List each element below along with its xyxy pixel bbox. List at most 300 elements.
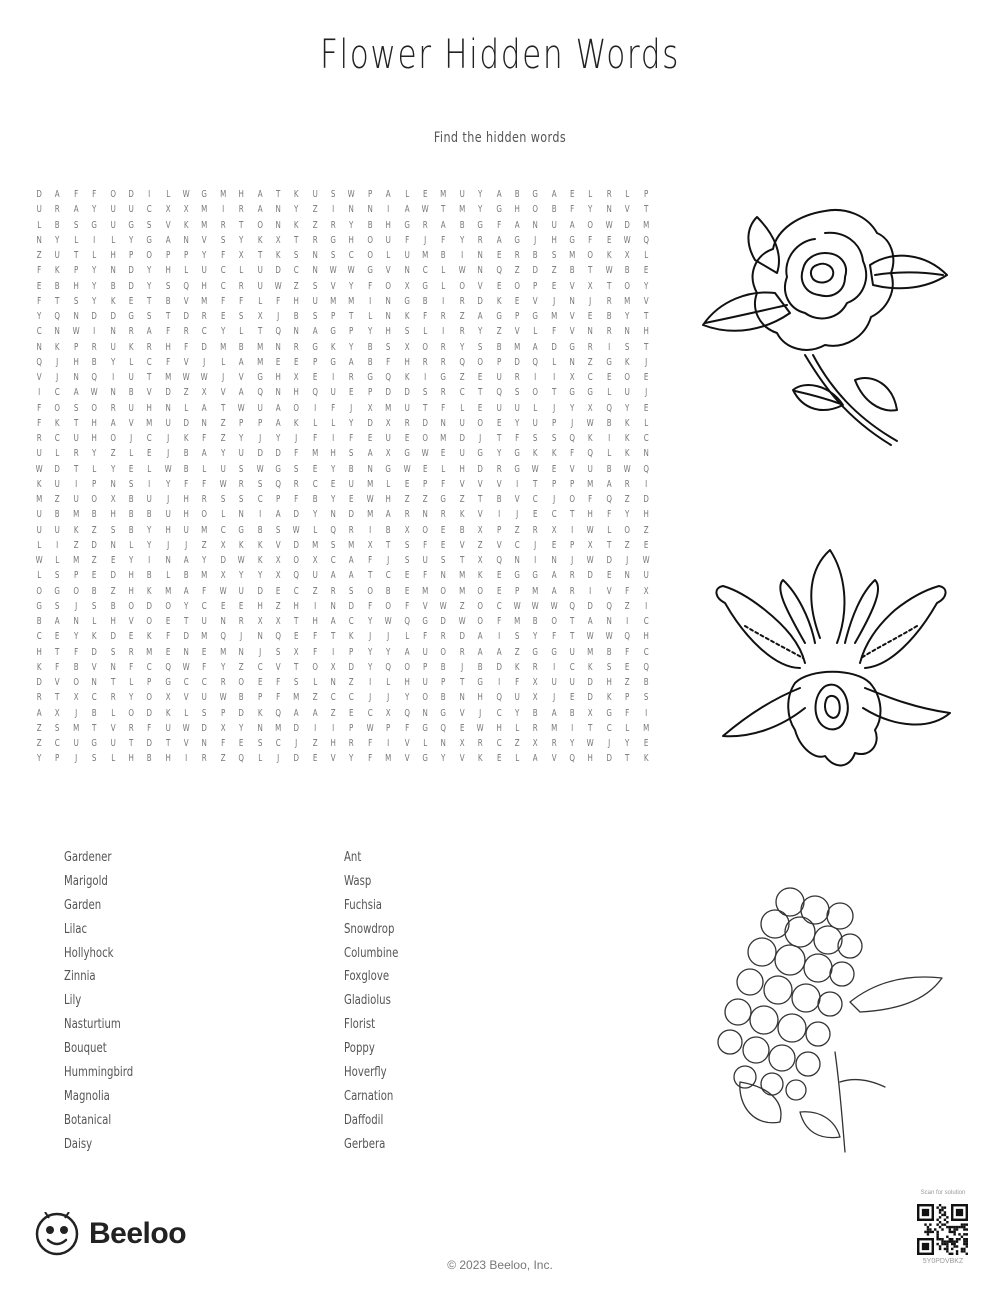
grid-letter[interactable]: H: [385, 219, 392, 231]
grid-letter[interactable]: S: [92, 600, 97, 612]
grid-letter[interactable]: M: [642, 219, 649, 231]
grid-letter[interactable]: Y: [478, 204, 483, 216]
grid-letter[interactable]: U: [569, 677, 575, 688]
grid-letter[interactable]: B: [238, 341, 244, 353]
grid-letter[interactable]: T: [496, 433, 501, 444]
grid-letter[interactable]: U: [312, 295, 318, 307]
grid-letter[interactable]: K: [404, 311, 410, 322]
grid-letter[interactable]: S: [386, 341, 391, 353]
grid-letter[interactable]: U: [404, 402, 410, 414]
grid-letter[interactable]: O: [587, 219, 594, 231]
grid-letter[interactable]: I: [148, 189, 151, 200]
grid-letter[interactable]: D: [238, 707, 245, 719]
grid-letter[interactable]: L: [404, 631, 409, 643]
grid-letter[interactable]: E: [165, 646, 171, 658]
grid-letter[interactable]: C: [146, 356, 152, 368]
grid-letter[interactable]: F: [441, 478, 446, 490]
grid-letter[interactable]: T: [643, 204, 648, 216]
grid-letter[interactable]: R: [459, 295, 465, 307]
grid-letter[interactable]: T: [478, 387, 483, 399]
grid-letter[interactable]: E: [441, 524, 446, 536]
grid-letter[interactable]: J: [166, 539, 169, 551]
grid-letter[interactable]: D: [293, 509, 300, 521]
grid-letter[interactable]: P: [551, 478, 557, 490]
qr-code-icon[interactable]: [917, 1204, 968, 1255]
grid-letter[interactable]: N: [110, 478, 116, 490]
grid-letter[interactable]: J: [387, 631, 390, 643]
grid-letter[interactable]: M: [348, 295, 355, 307]
grid-letter[interactable]: R: [36, 433, 42, 444]
grid-letter[interactable]: U: [496, 402, 502, 414]
grid-letter[interactable]: Y: [110, 356, 115, 368]
grid-letter[interactable]: E: [367, 433, 373, 444]
grid-letter[interactable]: E: [349, 707, 354, 719]
grid-letter[interactable]: D: [146, 707, 153, 719]
grid-letter[interactable]: Y: [92, 280, 97, 292]
grid-letter[interactable]: V: [496, 478, 502, 490]
grid-letter[interactable]: W: [587, 555, 595, 566]
grid-letter[interactable]: X: [386, 417, 391, 429]
grid-letter[interactable]: U: [257, 402, 263, 414]
grid-letter[interactable]: L: [110, 707, 115, 719]
grid-letter[interactable]: J: [295, 738, 298, 749]
grid-letter[interactable]: H: [146, 402, 153, 414]
grid-letter[interactable]: F: [220, 738, 226, 749]
grid-letter[interactable]: L: [37, 570, 42, 582]
grid-letter[interactable]: C: [275, 738, 281, 749]
grid-letter[interactable]: F: [294, 448, 299, 460]
grid-letter[interactable]: S: [643, 692, 649, 704]
grid-letter[interactable]: I: [552, 661, 555, 673]
grid-letter[interactable]: B: [606, 311, 612, 322]
grid-letter[interactable]: O: [109, 433, 116, 444]
grid-letter[interactable]: L: [588, 189, 593, 200]
grid-letter[interactable]: L: [55, 555, 60, 566]
grid-letter[interactable]: A: [275, 402, 281, 414]
grid-letter[interactable]: Y: [625, 509, 630, 521]
grid-letter[interactable]: U: [128, 402, 134, 414]
grid-letter[interactable]: E: [294, 356, 299, 368]
grid-letter[interactable]: L: [441, 265, 446, 277]
grid-letter[interactable]: P: [423, 661, 428, 673]
grid-letter[interactable]: B: [514, 189, 520, 200]
grid-letter[interactable]: I: [185, 753, 188, 765]
grid-letter[interactable]: S: [294, 677, 299, 688]
grid-letter[interactable]: M: [256, 356, 263, 368]
grid-letter[interactable]: A: [551, 189, 557, 200]
grid-letter[interactable]: O: [624, 524, 631, 536]
grid-letter[interactable]: U: [349, 478, 355, 490]
grid-letter[interactable]: N: [183, 234, 189, 246]
grid-letter[interactable]: U: [588, 463, 594, 475]
grid-letter[interactable]: T: [643, 341, 648, 353]
grid-letter[interactable]: Y: [239, 234, 244, 246]
grid-letter[interactable]: Z: [422, 494, 428, 505]
grid-letter[interactable]: N: [330, 677, 336, 688]
grid-letter[interactable]: Y: [147, 265, 152, 277]
grid-letter[interactable]: I: [369, 524, 372, 536]
grid-letter[interactable]: W: [531, 463, 540, 475]
grid-letter[interactable]: D: [183, 417, 189, 429]
grid-letter[interactable]: Q: [293, 570, 300, 582]
grid-letter[interactable]: L: [441, 463, 446, 475]
grid-letter[interactable]: Z: [312, 738, 318, 749]
grid-letter[interactable]: F: [570, 448, 575, 460]
grid-letter[interactable]: F: [73, 646, 78, 658]
grid-letter[interactable]: M: [458, 585, 466, 597]
grid-letter[interactable]: H: [183, 494, 189, 505]
grid-letter[interactable]: S: [202, 707, 207, 719]
grid-letter[interactable]: C: [330, 692, 336, 704]
grid-letter[interactable]: C: [146, 433, 152, 444]
grid-letter[interactable]: X: [588, 280, 594, 292]
grid-letter[interactable]: G: [532, 646, 539, 658]
grid-letter[interactable]: Q: [220, 631, 226, 643]
grid-letter[interactable]: G: [330, 326, 337, 338]
grid-letter[interactable]: J: [607, 738, 611, 749]
grid-letter[interactable]: M: [146, 646, 153, 658]
grid-letter[interactable]: X: [165, 204, 171, 216]
grid-letter[interactable]: N: [606, 616, 612, 627]
grid-letter[interactable]: R: [330, 219, 336, 231]
grid-letter[interactable]: F: [331, 402, 336, 414]
grid-letter[interactable]: D: [183, 311, 189, 322]
grid-letter[interactable]: X: [275, 555, 281, 566]
grid-letter[interactable]: R: [128, 326, 134, 338]
grid-letter[interactable]: O: [312, 661, 318, 673]
grid-letter[interactable]: Y: [625, 738, 630, 749]
grid-letter[interactable]: K: [404, 372, 410, 383]
grid-letter[interactable]: A: [441, 219, 447, 231]
grid-letter[interactable]: L: [110, 753, 115, 765]
grid-letter[interactable]: P: [165, 250, 171, 261]
grid-letter[interactable]: Y: [349, 280, 354, 292]
grid-letter[interactable]: Z: [312, 692, 318, 704]
grid-letter[interactable]: P: [386, 722, 391, 734]
grid-letter[interactable]: L: [92, 250, 97, 261]
grid-letter[interactable]: C: [91, 692, 97, 704]
grid-letter[interactable]: Z: [624, 494, 630, 505]
grid-letter[interactable]: I: [387, 738, 390, 749]
grid-letter[interactable]: Y: [147, 524, 152, 536]
grid-letter[interactable]: I: [589, 585, 592, 597]
grid-letter[interactable]: E: [625, 661, 630, 673]
grid-letter[interactable]: C: [385, 570, 391, 582]
grid-letter[interactable]: G: [477, 219, 484, 231]
grid-letter[interactable]: O: [385, 280, 392, 292]
grid-letter[interactable]: A: [349, 555, 355, 566]
grid-letter[interactable]: H: [165, 265, 171, 277]
grid-letter[interactable]: G: [495, 204, 502, 216]
grid-letter[interactable]: M: [587, 646, 594, 658]
grid-letter[interactable]: G: [385, 463, 392, 475]
grid-letter[interactable]: N: [238, 509, 245, 521]
grid-letter[interactable]: G: [569, 387, 576, 399]
grid-letter[interactable]: A: [202, 448, 208, 460]
grid-letter[interactable]: U: [202, 616, 208, 627]
grid-letter[interactable]: V: [459, 539, 465, 551]
grid-letter[interactable]: V: [55, 677, 60, 688]
grid-letter[interactable]: U: [54, 478, 61, 490]
grid-letter[interactable]: X: [477, 555, 483, 566]
grid-letter[interactable]: Z: [624, 677, 630, 688]
grid-letter[interactable]: F: [294, 494, 299, 505]
grid-letter[interactable]: C: [202, 600, 208, 612]
grid-letter[interactable]: N: [165, 402, 171, 414]
grid-letter[interactable]: O: [73, 585, 79, 597]
grid-letter[interactable]: Q: [385, 372, 392, 383]
grid-letter[interactable]: H: [312, 616, 318, 627]
grid-letter[interactable]: T: [165, 738, 171, 749]
grid-letter[interactable]: U: [110, 219, 116, 231]
grid-letter[interactable]: T: [239, 219, 244, 231]
grid-letter[interactable]: U: [459, 417, 465, 429]
grid-letter[interactable]: N: [257, 631, 263, 643]
grid-letter[interactable]: C: [496, 707, 502, 719]
grid-letter[interactable]: H: [293, 600, 300, 612]
grid-letter[interactable]: I: [313, 600, 316, 612]
grid-letter[interactable]: O: [587, 250, 594, 261]
grid-letter[interactable]: G: [36, 600, 42, 612]
grid-letter[interactable]: Q: [495, 265, 502, 277]
grid-letter[interactable]: N: [643, 448, 649, 460]
grid-letter[interactable]: B: [496, 494, 502, 505]
grid-letter[interactable]: S: [55, 600, 60, 612]
grid-letter[interactable]: B: [73, 661, 79, 673]
grid-letter[interactable]: Z: [312, 204, 318, 216]
grid-letter[interactable]: I: [534, 555, 537, 566]
grid-letter[interactable]: X: [220, 570, 226, 582]
grid-letter[interactable]: H: [110, 509, 116, 521]
grid-letter[interactable]: R: [294, 341, 300, 353]
grid-letter[interactable]: Z: [110, 448, 116, 460]
grid-letter[interactable]: B: [147, 753, 152, 765]
grid-letter[interactable]: B: [606, 646, 612, 658]
grid-letter[interactable]: U: [128, 372, 134, 383]
grid-letter[interactable]: P: [496, 356, 501, 368]
grid-letter[interactable]: P: [147, 677, 152, 688]
grid-letter[interactable]: L: [221, 509, 225, 521]
grid-letter[interactable]: D: [128, 265, 134, 277]
grid-letter[interactable]: I: [571, 524, 574, 536]
grid-letter[interactable]: J: [479, 707, 482, 719]
grid-letter[interactable]: D: [201, 341, 208, 353]
grid-letter[interactable]: Y: [92, 295, 97, 307]
grid-letter[interactable]: R: [569, 585, 575, 597]
grid-letter[interactable]: R: [349, 524, 355, 536]
grid-letter[interactable]: G: [514, 463, 520, 475]
grid-letter[interactable]: P: [184, 250, 189, 261]
grid-letter[interactable]: O: [36, 585, 42, 597]
grid-letter[interactable]: O: [385, 600, 392, 612]
grid-letter[interactable]: T: [441, 204, 446, 216]
grid-letter[interactable]: X: [588, 402, 594, 414]
grid-letter[interactable]: J: [534, 234, 537, 246]
grid-letter[interactable]: H: [587, 509, 594, 521]
grid-letter[interactable]: C: [551, 509, 557, 521]
grid-letter[interactable]: K: [551, 448, 557, 460]
grid-letter[interactable]: S: [257, 738, 263, 749]
grid-letter[interactable]: K: [165, 707, 171, 719]
grid-letter[interactable]: J: [185, 539, 188, 551]
grid-letter[interactable]: E: [514, 295, 520, 307]
grid-letter[interactable]: U: [422, 677, 428, 688]
grid-letter[interactable]: P: [55, 753, 60, 765]
grid-letter[interactable]: G: [404, 448, 410, 460]
grid-letter[interactable]: A: [294, 707, 299, 719]
grid-letter[interactable]: I: [111, 372, 114, 383]
grid-letter[interactable]: V: [91, 661, 97, 673]
grid-letter[interactable]: O: [477, 600, 484, 612]
grid-letter[interactable]: B: [533, 616, 538, 627]
grid-letter[interactable]: N: [440, 570, 447, 582]
grid-letter[interactable]: J: [516, 509, 519, 521]
grid-letter[interactable]: Q: [569, 433, 576, 444]
grid-letter[interactable]: N: [275, 387, 281, 399]
grid-letter[interactable]: D: [275, 448, 281, 460]
grid-letter[interactable]: N: [312, 250, 318, 261]
grid-letter[interactable]: L: [110, 234, 115, 246]
grid-letter[interactable]: G: [238, 524, 245, 536]
grid-letter[interactable]: G: [569, 341, 576, 353]
grid-letter[interactable]: E: [478, 402, 483, 414]
grid-letter[interactable]: W: [605, 265, 613, 277]
grid-letter[interactable]: N: [201, 738, 208, 749]
grid-letter[interactable]: G: [440, 494, 447, 505]
grid-letter[interactable]: J: [130, 433, 133, 444]
grid-letter[interactable]: O: [477, 356, 484, 368]
grid-letter[interactable]: K: [294, 417, 299, 429]
grid-letter[interactable]: U: [110, 204, 116, 216]
grid-letter[interactable]: F: [404, 234, 409, 246]
grid-letter[interactable]: U: [36, 204, 42, 216]
grid-letter[interactable]: X: [404, 341, 410, 353]
grid-letter[interactable]: W: [605, 219, 613, 231]
grid-letter[interactable]: D: [293, 753, 300, 765]
grid-letter[interactable]: U: [165, 722, 171, 734]
grid-letter[interactable]: W: [440, 600, 448, 612]
grid-letter[interactable]: L: [184, 707, 189, 719]
grid-letter[interactable]: Q: [36, 356, 42, 368]
grid-letter[interactable]: O: [459, 280, 465, 292]
grid-letter[interactable]: J: [166, 494, 169, 505]
grid-letter[interactable]: A: [238, 387, 244, 399]
grid-letter[interactable]: N: [293, 326, 300, 338]
grid-letter[interactable]: E: [551, 463, 557, 475]
grid-letter[interactable]: B: [569, 707, 575, 719]
grid-letter[interactable]: B: [533, 707, 538, 719]
grid-letter[interactable]: F: [606, 509, 612, 521]
grid-letter[interactable]: Q: [606, 600, 612, 612]
grid-letter[interactable]: A: [330, 570, 336, 582]
grid-letter[interactable]: J: [277, 753, 280, 765]
grid-letter[interactable]: K: [496, 295, 502, 307]
grid-letter[interactable]: F: [368, 600, 373, 612]
grid-letter[interactable]: P: [533, 280, 538, 292]
grid-letter[interactable]: M: [514, 341, 521, 353]
grid-letter[interactable]: H: [459, 463, 465, 475]
grid-letter[interactable]: Y: [202, 250, 207, 261]
grid-letter[interactable]: F: [276, 295, 281, 307]
grid-letter[interactable]: Y: [92, 204, 97, 216]
grid-letter[interactable]: E: [441, 539, 446, 551]
grid-letter[interactable]: X: [551, 524, 557, 536]
grid-letter[interactable]: Y: [184, 600, 189, 612]
grid-letter[interactable]: E: [404, 585, 410, 597]
grid-letter[interactable]: N: [349, 204, 355, 216]
grid-letter[interactable]: N: [330, 509, 336, 521]
grid-letter[interactable]: O: [422, 433, 429, 444]
grid-letter[interactable]: M: [440, 433, 447, 444]
grid-letter[interactable]: G: [477, 677, 484, 688]
grid-letter[interactable]: M: [458, 570, 466, 582]
grid-letter[interactable]: X: [183, 204, 189, 216]
grid-letter[interactable]: C: [588, 372, 594, 383]
grid-letter[interactable]: Z: [183, 387, 189, 399]
grid-letter[interactable]: A: [477, 631, 483, 643]
grid-letter[interactable]: U: [404, 250, 410, 261]
grid-letter[interactable]: W: [329, 265, 337, 277]
grid-letter[interactable]: Y: [570, 738, 575, 749]
grid-letter[interactable]: B: [459, 524, 465, 536]
grid-letter[interactable]: R: [441, 341, 447, 353]
grid-letter[interactable]: V: [514, 326, 520, 338]
grid-letter[interactable]: W: [476, 722, 484, 734]
grid-letter[interactable]: N: [91, 677, 97, 688]
grid-letter[interactable]: E: [496, 417, 501, 429]
grid-letter[interactable]: I: [93, 234, 96, 246]
grid-letter[interactable]: N: [73, 372, 79, 383]
grid-letter[interactable]: L: [386, 250, 391, 261]
grid-letter[interactable]: W: [348, 265, 356, 277]
grid-letter[interactable]: W: [403, 463, 411, 475]
grid-letter[interactable]: B: [349, 463, 355, 475]
grid-letter[interactable]: E: [404, 478, 410, 490]
grid-letter[interactable]: U: [54, 524, 61, 536]
grid-letter[interactable]: E: [294, 631, 299, 643]
grid-letter[interactable]: I: [442, 326, 445, 338]
grid-letter[interactable]: I: [332, 204, 335, 216]
grid-letter[interactable]: A: [55, 616, 60, 627]
grid-letter[interactable]: O: [422, 692, 429, 704]
grid-letter[interactable]: T: [588, 722, 593, 734]
grid-letter[interactable]: N: [36, 341, 42, 353]
grid-letter[interactable]: H: [496, 722, 502, 734]
grid-letter[interactable]: P: [441, 677, 446, 688]
grid-letter[interactable]: T: [73, 250, 79, 261]
grid-letter[interactable]: B: [183, 570, 189, 582]
grid-letter[interactable]: C: [606, 722, 612, 734]
grid-letter[interactable]: V: [606, 585, 612, 597]
grid-letter[interactable]: O: [532, 387, 539, 399]
grid-letter[interactable]: O: [367, 585, 373, 597]
grid-letter[interactable]: S: [331, 539, 336, 551]
grid-letter[interactable]: G: [514, 448, 520, 460]
grid-letter[interactable]: R: [238, 204, 244, 216]
grid-letter[interactable]: I: [644, 478, 647, 490]
grid-letter[interactable]: B: [496, 341, 502, 353]
grid-letter[interactable]: S: [128, 478, 134, 490]
grid-letter[interactable]: D: [91, 311, 98, 322]
grid-letter[interactable]: T: [275, 189, 281, 200]
grid-letter[interactable]: L: [37, 539, 42, 551]
grid-letter[interactable]: T: [220, 402, 226, 414]
grid-letter[interactable]: W: [219, 478, 227, 490]
grid-letter[interactable]: Z: [588, 356, 594, 368]
grid-letter[interactable]: H: [238, 189, 245, 200]
grid-letter[interactable]: V: [128, 417, 134, 429]
grid-letter[interactable]: F: [515, 677, 520, 688]
